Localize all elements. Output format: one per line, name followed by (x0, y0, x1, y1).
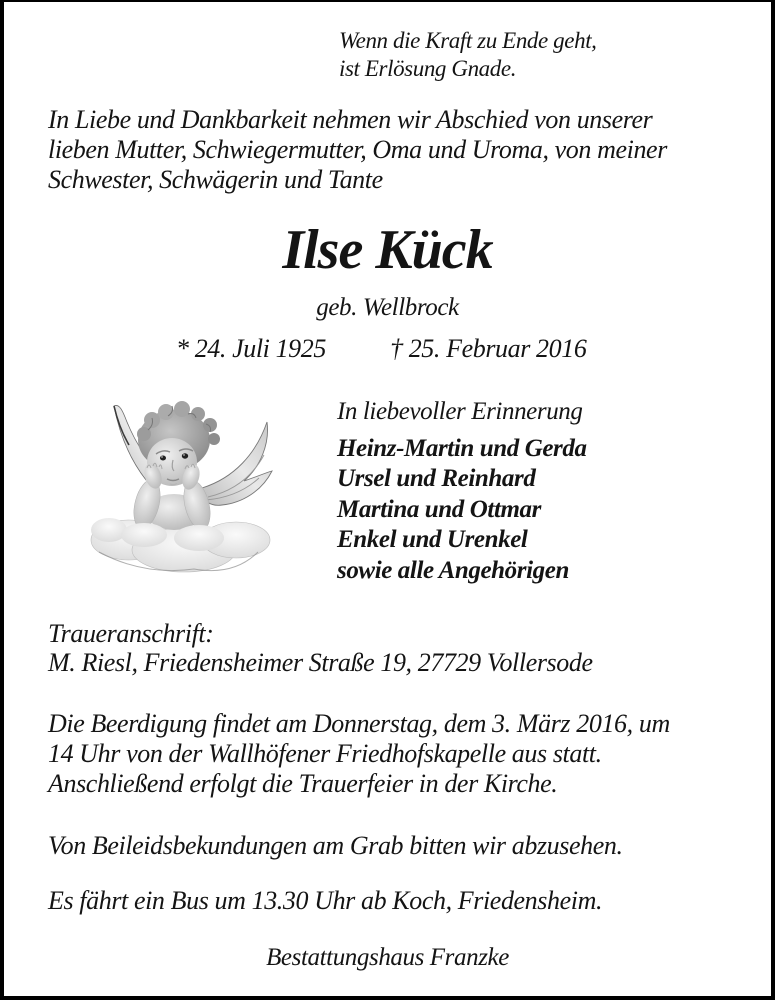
mourner-line: Martina und Ottmar (337, 495, 541, 523)
intro-line-1: In Liebe und Dankbarkeit nehmen wir Abschied von unserer (48, 105, 653, 134)
intro-paragraph (48, 105, 667, 195)
cherub-angel-illustration (84, 392, 274, 577)
mourner-line: Enkel und Urenkel (337, 526, 528, 553)
mourner-line: sowie alle Angehörigen (337, 556, 569, 584)
intro-line-2: lieben Mutter, Schwiegermutter, Oma und Uroma, von meiner (48, 135, 667, 164)
mourner-line: Heinz-Martin und Gerda (337, 434, 587, 462)
maiden-name: geb. Wellbrock (316, 294, 459, 321)
epigraph-line-1: Wenn die Kraft zu Ende geht, (339, 28, 597, 53)
deceased-name: Ilse Kück (282, 219, 493, 281)
condolence-note: Von Beileidsbekundungen am Grab bitten wir abzusehen. (48, 831, 623, 860)
mourner-line: Ursel und Reinhard (337, 465, 536, 492)
epigraph-line-2: ist Erlösung Gnade. (339, 56, 517, 81)
mourning-address-value: M. Riesl, Friedensheimer Straße 19, 27729 Vollersode (48, 648, 593, 677)
birth-date: * 24. Juli 1925 (176, 334, 326, 363)
epigraph (339, 27, 597, 83)
death-date: † 25. Februar 2016 (390, 334, 587, 363)
mourning-address (48, 619, 593, 677)
intro-line-3: Schwester, Schwägerin und Tante (48, 165, 383, 194)
funeral-line-1: Die Beerdigung findet am Donnerstag, dem 3. März 2016, um (48, 709, 670, 738)
memorial-block (337, 397, 587, 586)
mourning-address-label: Traueranschrift: (48, 619, 214, 648)
funeral-line-3: Anschließend erfolgt die Trauerfeier in der Kirche. (48, 769, 558, 798)
funeral-home: Bestattungshaus Franzke (266, 944, 509, 971)
memorial-heading: In liebevoller Erinnerung (337, 398, 583, 425)
funeral-line-2: 14 Uhr von der Wallhöfener Friedhofskapelle aus statt. (48, 739, 602, 768)
funeral-details (48, 709, 670, 799)
bus-note: Es fährt ein Bus um 13.30 Uhr ab Koch, Friedensheim. (48, 886, 603, 915)
cherub-angel-image (84, 392, 274, 577)
